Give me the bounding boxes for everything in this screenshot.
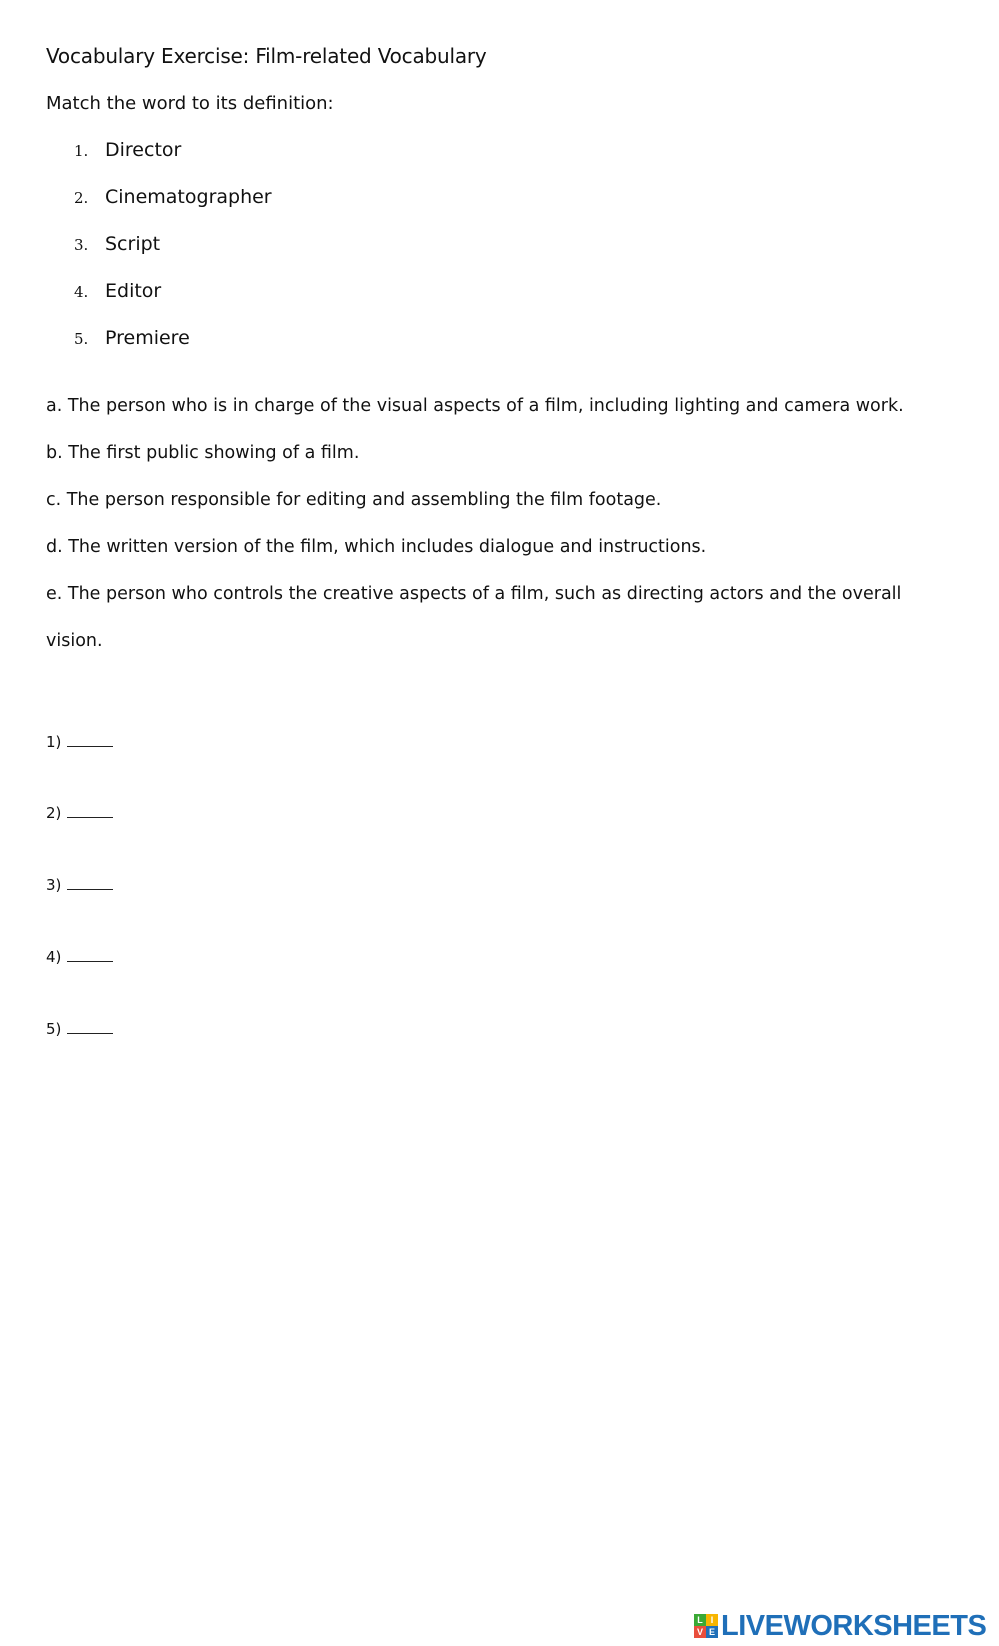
word-item — [74, 186, 474, 208]
word-item — [74, 280, 474, 302]
word-number: 5. — [74, 330, 89, 348]
word-text: Script — [105, 233, 161, 255]
definition-b: b. The first public showing of a film. — [46, 443, 360, 463]
definition-e-continuation: vision. — [46, 631, 103, 651]
word-text: Director — [105, 139, 182, 161]
word-number: 4. — [74, 283, 89, 301]
answer-blank[interactable] — [67, 803, 113, 818]
definition-e: e. The person who controls the creative aspects of a film, such as directing actors and the overall — [46, 584, 902, 604]
logo-tile-v: V — [694, 1626, 706, 1638]
word-item — [74, 327, 474, 349]
answer-blank[interactable] — [67, 947, 113, 962]
word-item — [74, 233, 474, 255]
liveworksheets-logo-icon — [694, 1614, 718, 1638]
answer-row — [46, 1019, 113, 1038]
definition-a: a. The person who is in charge of the visual aspects of a film, including lighting and camera work. — [46, 396, 904, 416]
word-number: 3. — [74, 236, 89, 254]
answer-label: 2) — [46, 804, 62, 822]
answer-row — [46, 947, 113, 966]
answer-label: 1) — [46, 733, 62, 751]
word-item — [74, 139, 474, 161]
answer-blank[interactable] — [67, 875, 113, 890]
answer-row — [46, 732, 113, 751]
answer-blank[interactable] — [67, 1019, 113, 1034]
liveworksheets-logo[interactable] — [694, 1611, 986, 1641]
definition-c: c. The person responsible for editing and assembling the film footage. — [46, 490, 662, 510]
word-number: 2. — [74, 189, 89, 207]
answer-label: 3) — [46, 876, 62, 894]
answer-label: 4) — [46, 948, 62, 966]
answer-row — [46, 803, 113, 822]
instruction-text: Match the word to its definition: — [46, 93, 334, 114]
worksheet-title: Vocabulary Exercise: Film-related Vocabulary — [46, 44, 487, 68]
logo-tile-l: L — [694, 1614, 706, 1626]
answer-label: 5) — [46, 1020, 62, 1038]
liveworksheets-logo-text: LIVEWORKSHEETS — [721, 1609, 987, 1642]
word-text: Premiere — [105, 327, 190, 349]
logo-tile-i: I — [706, 1614, 718, 1626]
definition-d: d. The written version of the film, which includes dialogue and instructions. — [46, 537, 707, 557]
word-number: 1. — [74, 142, 89, 160]
word-text: Cinematographer — [105, 186, 272, 208]
answer-blank[interactable] — [67, 732, 113, 747]
logo-tile-e: E — [706, 1626, 718, 1638]
answer-row — [46, 875, 113, 894]
word-text: Editor — [105, 280, 162, 302]
